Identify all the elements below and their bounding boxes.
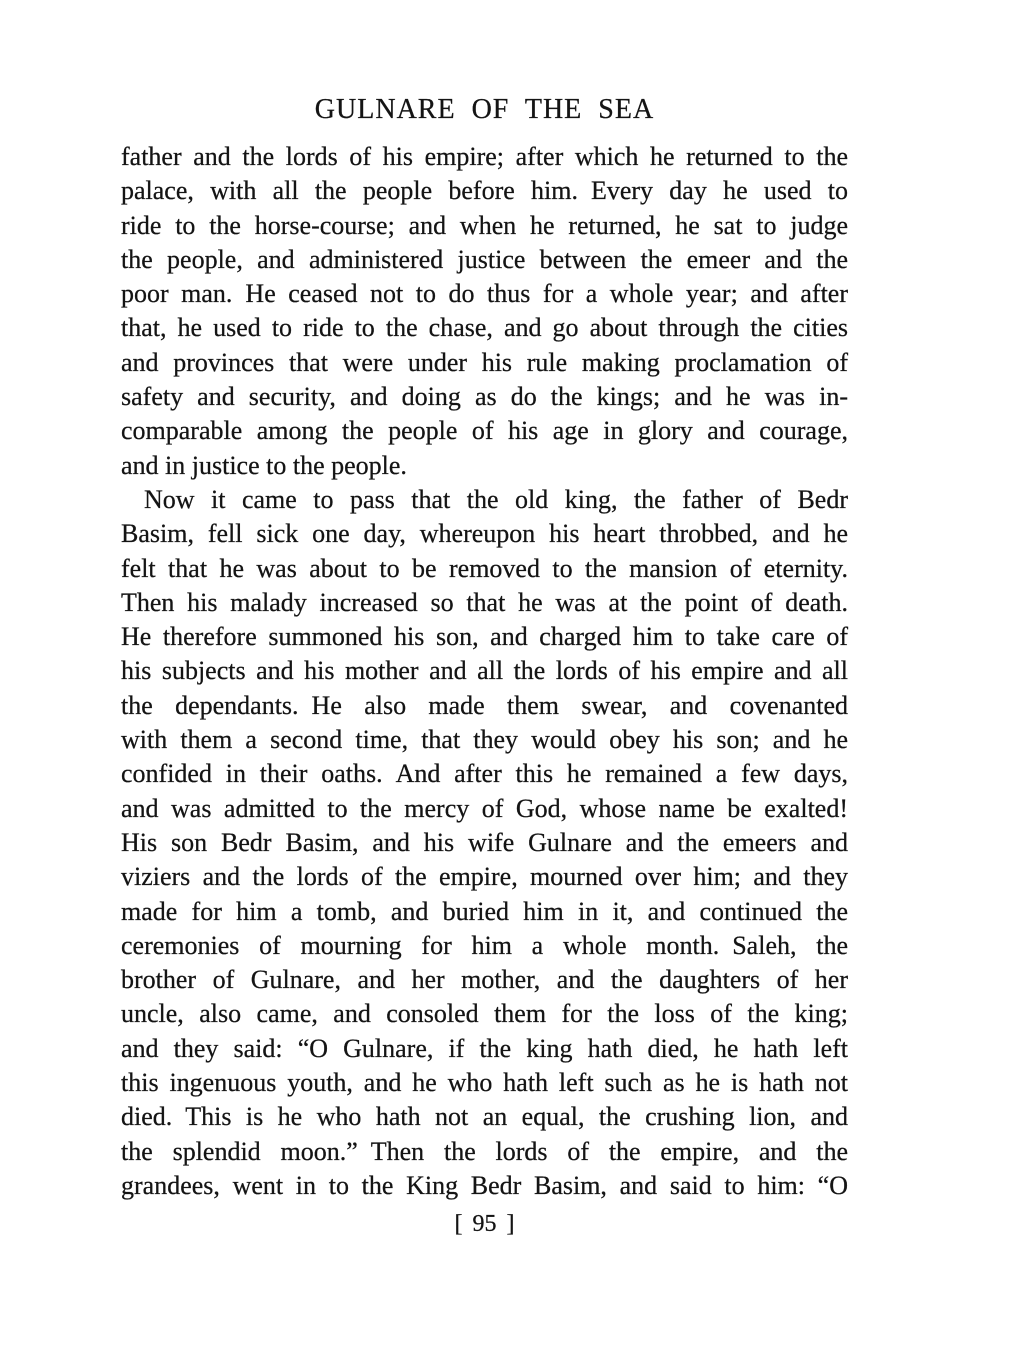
page-title: GULNARE OF THE SEA — [314, 94, 655, 125]
text-line: the splendid moon.” Then the lords of the empire, and the — [121, 1136, 848, 1166]
text-line: safety and security, and doing as do the kings; and he was in- — [121, 382, 848, 412]
text-line: the dependants. He also made them swear, and covenanted — [121, 690, 848, 720]
text-line: ceremonies of mourning for him a whole month. Saleh, the — [121, 930, 848, 960]
paragraph — [121, 483, 848, 1203]
text-line: made for him a tomb, and buried him in it, and continued the — [121, 896, 848, 926]
page-body — [121, 140, 848, 1203]
text-line: His son Bedr Basim, and his wife Gulnare and the emeers and — [121, 827, 848, 857]
text-line: felt that he was about to be removed to the mansion of eternity. — [121, 553, 848, 583]
text-line: uncle, also came, and consoled them for the loss of the king; — [121, 999, 848, 1029]
text-line: confided in their oaths. And after this he remained a few days, — [121, 759, 848, 789]
paragraph — [121, 140, 848, 483]
text-line: and provinces that were under his rule making proclamation of — [121, 347, 848, 377]
text-line: Now it came to pass that the old king, the father of Bedr — [144, 484, 848, 514]
text-line: He therefore summoned his son, and charged him to take care of — [121, 622, 848, 652]
text-line: comparable among the people of his age in glory and courage, — [121, 416, 848, 446]
text-line: with them a second time, that they would obey his son; and he — [121, 725, 848, 755]
text-line: Then his malady increased so that he was at the point of death. — [121, 587, 848, 617]
text-line: his subjects and his mother and all the lords of his empire and all — [121, 656, 848, 686]
text-line: father and the lords of his empire; after which he returned to the — [121, 142, 848, 171]
text-line: and in justice to the people. — [121, 450, 407, 480]
book-page — [121, 0, 848, 1239]
text-line: and they said: “O Gulnare, if the king hath died, he hath left — [121, 1033, 848, 1063]
text-line: the people, and administered justice between the emeer and the — [121, 244, 848, 274]
text-line: this ingenuous youth, and he who hath left such as he is hath not — [121, 1068, 848, 1098]
text-line: brother of Gulnare, and her mother, and the daughters of her — [121, 965, 848, 995]
text-line: that, he used to ride to the chase, and go about through the cities — [121, 313, 848, 343]
text-line: poor man. He ceased not to do thus for a whole year; and after — [121, 279, 848, 309]
text-line: Basim, fell sick one day, whereupon his heart throbbed, and he — [121, 519, 848, 549]
text-line: ride to the horse-course; and when he returned, he sat to judge — [121, 210, 848, 240]
text-line: and was admitted to the mercy of God, whose name be exalted! — [121, 793, 848, 823]
page-number: [ 95 ] — [454, 1211, 515, 1238]
text-line: grandees, went in to the King Bedr Basim, and said to him: “O — [121, 1170, 848, 1200]
text-line: died. This is he who hath not an equal, the crushing lion, and — [121, 1102, 848, 1132]
text-line: viziers and the lords of the empire, mourned over him; and they — [121, 862, 848, 892]
text-line: palace, with all the people before him. Every day he used to — [121, 176, 848, 206]
